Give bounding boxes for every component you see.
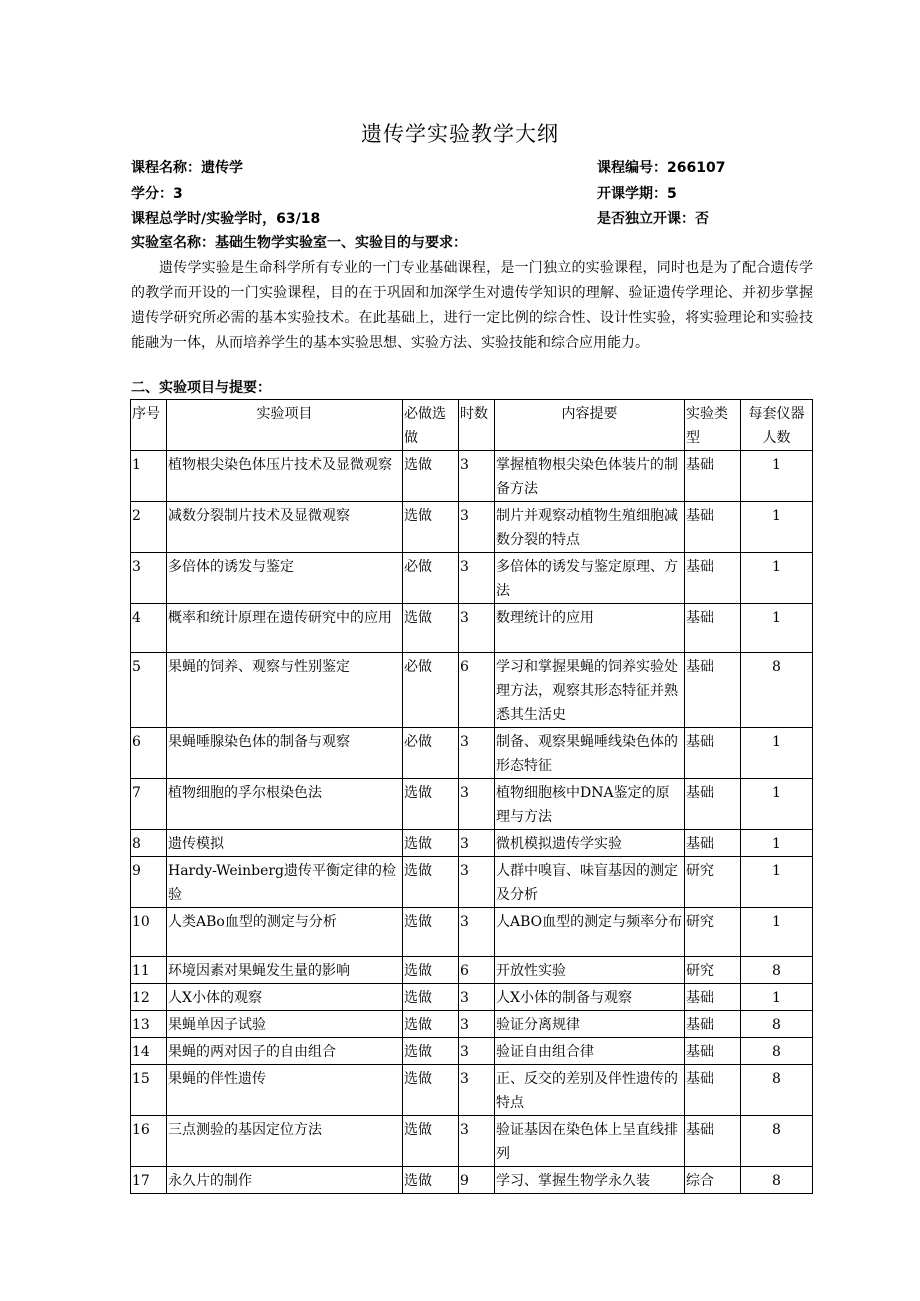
cell-hours: 3	[459, 1038, 495, 1065]
cell-no: 4	[131, 604, 167, 653]
credits: 学分：3	[131, 186, 183, 202]
independent-course: 是否独立开课：否	[597, 211, 709, 227]
course-hours: 课程总学时/实验学时，63/18	[131, 211, 321, 227]
table-row	[131, 1038, 813, 1065]
table-row	[131, 908, 813, 957]
cell-equipment: 8	[741, 1167, 813, 1194]
cell-project: 多倍体的诱发与鉴定	[167, 553, 403, 604]
cell-equipment: 1	[741, 604, 813, 653]
cell-equipment: 1	[741, 451, 813, 502]
cell-required: 必做	[403, 728, 459, 779]
cell-summary: 制片并观察动植物生殖细胞减数分裂的特点	[495, 502, 685, 553]
cell-hours: 3	[459, 451, 495, 502]
cell-no: 7	[131, 779, 167, 830]
table-row	[131, 604, 813, 653]
table-row	[131, 502, 813, 553]
cell-hours: 3	[459, 1116, 495, 1167]
cell-equipment: 1	[741, 728, 813, 779]
cell-equipment: 8	[741, 653, 813, 728]
header-summary: 内容提要	[495, 400, 685, 451]
header-equipment: 每套仪器人数	[741, 400, 813, 451]
cell-type: 基础	[685, 1011, 741, 1038]
cell-hours: 3	[459, 779, 495, 830]
cell-no: 2	[131, 502, 167, 553]
cell-summary: 多倍体的诱发与鉴定原理、方法	[495, 553, 685, 604]
document-title: 遗传学实验教学大纲	[361, 122, 559, 146]
cell-hours: 6	[459, 957, 495, 984]
lab-name-and-section1-heading: 实验室名称：基础生物学实验室一、实验目的与要求：	[131, 235, 467, 251]
cell-type: 基础	[685, 1116, 741, 1167]
table-row	[131, 984, 813, 1011]
cell-type: 基础	[685, 604, 741, 653]
cell-type: 基础	[685, 830, 741, 857]
cell-summary: 微机模拟遗传学实验	[495, 830, 685, 857]
cell-no: 8	[131, 830, 167, 857]
cell-required: 选做	[403, 1167, 459, 1194]
cell-summary: 人群中嗅盲、味盲基因的测定及分析	[495, 857, 685, 908]
header-no: 序号	[131, 400, 167, 451]
cell-type: 研究	[685, 857, 741, 908]
table-row	[131, 779, 813, 830]
cell-hours: 3	[459, 908, 495, 957]
cell-type: 基础	[685, 553, 741, 604]
cell-type: 基础	[685, 728, 741, 779]
cell-type: 基础	[685, 451, 741, 502]
header-type: 实验类型	[685, 400, 741, 451]
table-row	[131, 1011, 813, 1038]
table-row	[131, 1065, 813, 1116]
cell-summary: 数理统计的应用	[495, 604, 685, 653]
cell-hours: 3	[459, 1011, 495, 1038]
cell-summary: 验证基因在染色体上呈直线排列	[495, 1116, 685, 1167]
cell-summary: 验证自由组合律	[495, 1038, 685, 1065]
cell-required: 选做	[403, 1011, 459, 1038]
table-row	[131, 1116, 813, 1167]
cell-equipment: 1	[741, 553, 813, 604]
cell-hours: 3	[459, 830, 495, 857]
cell-required: 选做	[403, 451, 459, 502]
cell-type: 基础	[685, 1038, 741, 1065]
cell-equipment: 8	[741, 1011, 813, 1038]
table-header-row	[131, 400, 813, 451]
table-row	[131, 1167, 813, 1194]
cell-type: 综合	[685, 1167, 741, 1194]
table-row	[131, 957, 813, 984]
cell-required: 选做	[403, 908, 459, 957]
cell-equipment: 1	[741, 502, 813, 553]
cell-hours: 3	[459, 553, 495, 604]
cell-project: 概率和统计原理在遗传研究中的应用	[167, 604, 403, 653]
cell-project: 人类ABo血型的测定与分析	[167, 908, 403, 957]
cell-equipment: 8	[741, 1116, 813, 1167]
cell-summary: 制备、观察果蝇唾线染色体的形态特征	[495, 728, 685, 779]
cell-summary: 正、反交的差别及伴性遗传的特点	[495, 1065, 685, 1116]
header-required: 必做选做	[403, 400, 459, 451]
cell-type: 研究	[685, 957, 741, 984]
cell-hours: 3	[459, 984, 495, 1011]
cell-no: 10	[131, 908, 167, 957]
header-hours: 时数	[459, 400, 495, 451]
cell-no: 9	[131, 857, 167, 908]
cell-no: 16	[131, 1116, 167, 1167]
cell-project: 果蝇的两对因子的自由组合	[167, 1038, 403, 1065]
cell-no: 13	[131, 1011, 167, 1038]
cell-type: 基础	[685, 502, 741, 553]
cell-type: 基础	[685, 1065, 741, 1116]
table-row	[131, 653, 813, 728]
cell-summary: 学习、掌握生物学永久装	[495, 1167, 685, 1194]
cell-required: 选做	[403, 957, 459, 984]
cell-project: 果蝇单因子试验	[167, 1011, 403, 1038]
table-row	[131, 451, 813, 502]
cell-no: 14	[131, 1038, 167, 1065]
course-name: 课程名称：遗传学	[131, 160, 243, 176]
cell-hours: 3	[459, 728, 495, 779]
cell-no: 5	[131, 653, 167, 728]
cell-hours: 3	[459, 502, 495, 553]
cell-type: 基础	[685, 653, 741, 728]
cell-summary: 掌握植物根尖染色体装片的制备方法	[495, 451, 685, 502]
cell-type: 研究	[685, 908, 741, 957]
cell-project: 植物细胞的孚尔根染色法	[167, 779, 403, 830]
cell-project: 植物根尖染色体压片技术及显微观察	[167, 451, 403, 502]
table-row	[131, 830, 813, 857]
cell-equipment: 8	[741, 957, 813, 984]
table-row	[131, 553, 813, 604]
cell-equipment: 1	[741, 830, 813, 857]
cell-summary: 验证分离规律	[495, 1011, 685, 1038]
cell-required: 选做	[403, 857, 459, 908]
cell-project: 环境因素对果蝇发生量的影响	[167, 957, 403, 984]
cell-hours: 6	[459, 653, 495, 728]
table-row	[131, 857, 813, 908]
cell-required: 选做	[403, 1065, 459, 1116]
cell-required: 必做	[403, 553, 459, 604]
cell-equipment: 8	[741, 1065, 813, 1116]
section2-heading: 二、实验项目与提要：	[131, 380, 271, 396]
cell-summary: 人X小体的制备与观察	[495, 984, 685, 1011]
course-code: 课程编号：266107	[597, 160, 726, 176]
cell-equipment: 1	[741, 908, 813, 957]
cell-hours: 9	[459, 1167, 495, 1194]
cell-required: 选做	[403, 1038, 459, 1065]
cell-project: 减数分裂制片技术及显微观察	[167, 502, 403, 553]
cell-no: 3	[131, 553, 167, 604]
experiment-table	[130, 399, 813, 1194]
cell-required: 选做	[403, 779, 459, 830]
cell-required: 选做	[403, 502, 459, 553]
cell-required: 选做	[403, 830, 459, 857]
cell-no: 15	[131, 1065, 167, 1116]
cell-summary: 学习和掌握果蝇的饲养实验处理方法，观察其形态特征并熟悉其生活史	[495, 653, 685, 728]
cell-project: 永久片的制作	[167, 1167, 403, 1194]
cell-no: 1	[131, 451, 167, 502]
cell-no: 12	[131, 984, 167, 1011]
cell-equipment: 1	[741, 984, 813, 1011]
cell-project: 果蝇的伴性遗传	[167, 1065, 403, 1116]
header-project: 实验项目	[167, 400, 403, 451]
table-row	[131, 728, 813, 779]
cell-no: 17	[131, 1167, 167, 1194]
cell-summary: 开放性实验	[495, 957, 685, 984]
cell-equipment: 8	[741, 1038, 813, 1065]
cell-no: 11	[131, 957, 167, 984]
cell-summary: 人ABO血型的测定与频率分布	[495, 908, 685, 957]
table-body	[131, 451, 813, 1194]
cell-project: 三点测验的基因定位方法	[167, 1116, 403, 1167]
cell-type: 基础	[685, 984, 741, 1011]
cell-project: Hardy-Weinberg遗传平衡定律的检验	[167, 857, 403, 908]
cell-project: 果蝇唾腺染色体的制备与观察	[167, 728, 403, 779]
cell-project: 人X小体的观察	[167, 984, 403, 1011]
cell-hours: 3	[459, 604, 495, 653]
cell-required: 选做	[403, 1116, 459, 1167]
cell-required: 选做	[403, 984, 459, 1011]
semester: 开课学期：5	[597, 186, 677, 202]
cell-summary: 植物细胞核中DNA鉴定的原理与方法	[495, 779, 685, 830]
cell-equipment: 1	[741, 857, 813, 908]
cell-type: 基础	[685, 779, 741, 830]
cell-project: 遗传模拟	[167, 830, 403, 857]
cell-equipment: 1	[741, 779, 813, 830]
cell-hours: 3	[459, 857, 495, 908]
cell-project: 果蝇的饲养、观察与性别鉴定	[167, 653, 403, 728]
cell-required: 必做	[403, 653, 459, 728]
intro-paragraph: 遗传学实验是生命科学所有专业的一门专业基础课程，是一门独立的实验课程，同时也是为了配合遗传学的教学而开设的一门实验课程，目的在于巩固和加深学生对遗传学知识的理解、验证遗传学理论、并初步掌握遗传学研究所必需的基本实验技术。在此基础上，进行一定比例的综合性、设计性实验，将实验理论和实验技能融为一体，从而培养学生的基本实验思想、实验方法、实验技能和综合应用能力。	[131, 260, 813, 351]
cell-no: 6	[131, 728, 167, 779]
cell-hours: 3	[459, 1065, 495, 1116]
cell-required: 选做	[403, 604, 459, 653]
